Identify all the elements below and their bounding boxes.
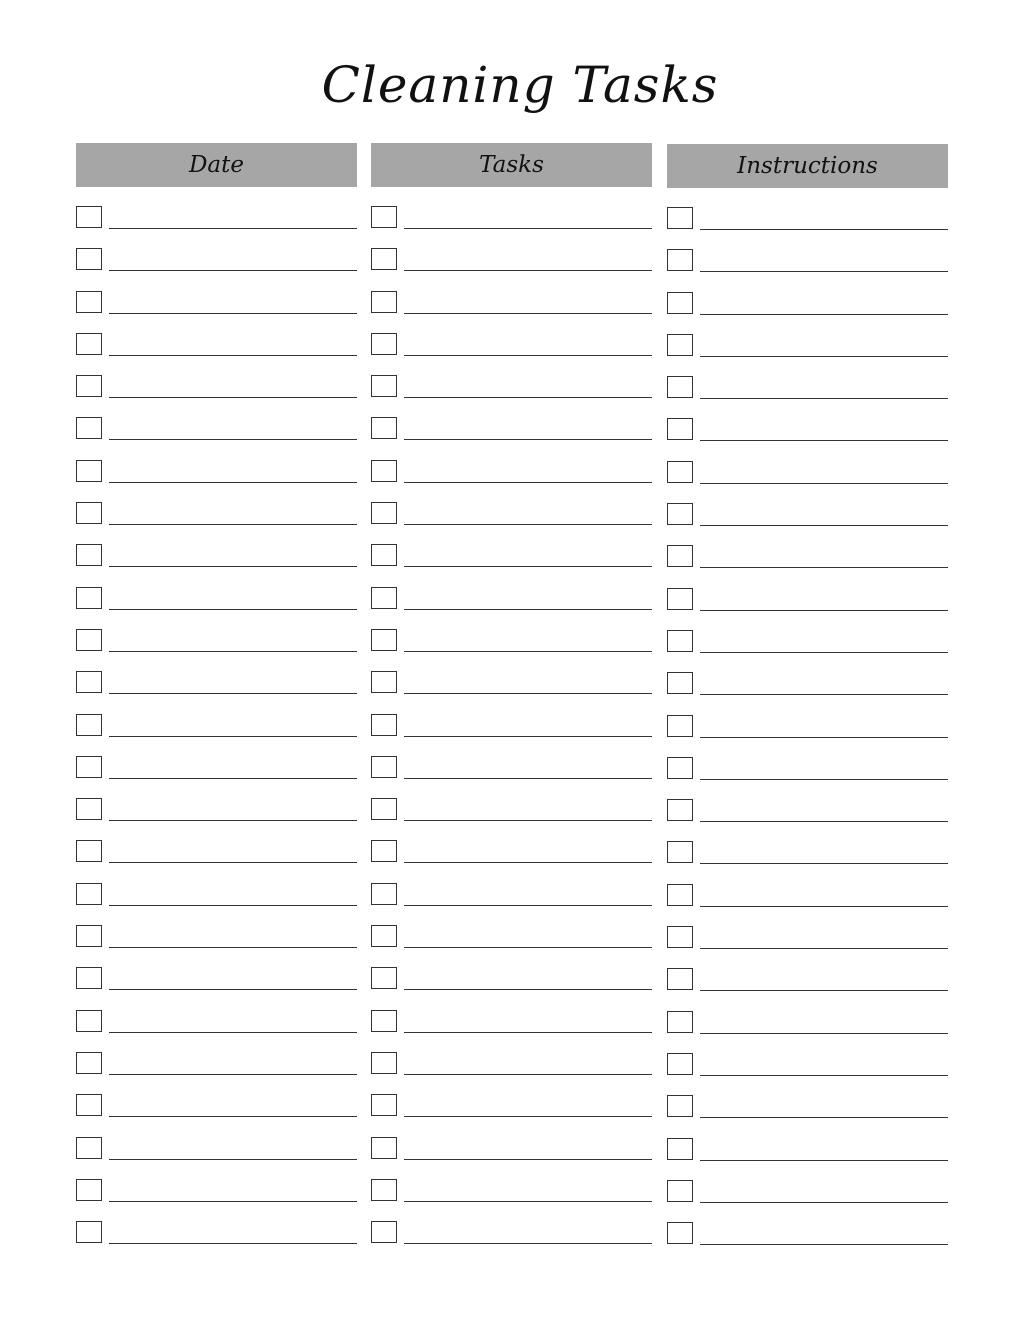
- write-in-line[interactable]: [700, 1160, 948, 1161]
- checkbox[interactable]: [371, 798, 397, 820]
- list-item: [667, 207, 948, 249]
- write-in-line[interactable]: [700, 990, 948, 991]
- checkbox[interactable]: [371, 1094, 397, 1116]
- write-in-line[interactable]: [404, 228, 652, 229]
- checkbox[interactable]: [76, 840, 102, 862]
- list-item: [76, 1094, 357, 1136]
- checkbox[interactable]: [76, 671, 102, 693]
- column-header-date: Date: [76, 143, 357, 187]
- checkbox[interactable]: [371, 756, 397, 778]
- write-in-line[interactable]: [700, 948, 948, 949]
- write-in-line[interactable]: [404, 1201, 652, 1202]
- list-item: [667, 1222, 948, 1264]
- checkbox[interactable]: [76, 798, 102, 820]
- checkbox[interactable]: [371, 460, 397, 482]
- write-in-line[interactable]: [404, 1032, 652, 1033]
- write-in-line[interactable]: [109, 1159, 357, 1160]
- checkbox[interactable]: [76, 587, 102, 609]
- write-in-line[interactable]: [109, 862, 357, 863]
- list-item: [76, 756, 357, 798]
- write-in-line[interactable]: [404, 947, 652, 948]
- list-item: [667, 841, 948, 883]
- column-tasks: [371, 143, 652, 1263]
- list-item: [76, 291, 357, 333]
- write-in-line[interactable]: [109, 524, 357, 525]
- list-item: [76, 587, 357, 629]
- page-title: Cleaning Tasks: [321, 56, 719, 114]
- list-item: [371, 714, 652, 756]
- rows-tasks: [371, 206, 652, 1263]
- checkbox[interactable]: [667, 1138, 693, 1160]
- write-in-line[interactable]: [700, 1075, 948, 1076]
- write-in-line[interactable]: [109, 228, 357, 229]
- list-item: [76, 417, 357, 459]
- write-in-line[interactable]: [109, 905, 357, 906]
- list-item: [667, 630, 948, 672]
- list-item: [76, 925, 357, 967]
- checkbox[interactable]: [76, 925, 102, 947]
- write-in-line[interactable]: [700, 229, 948, 230]
- checkbox[interactable]: [667, 207, 693, 229]
- checkbox[interactable]: [76, 1094, 102, 1116]
- write-in-line[interactable]: [109, 651, 357, 652]
- checkbox[interactable]: [371, 1052, 397, 1074]
- write-in-line[interactable]: [404, 778, 652, 779]
- list-item: [371, 1010, 652, 1052]
- checkbox[interactable]: [371, 291, 397, 313]
- list-item: [371, 1052, 652, 1094]
- list-item: [371, 1179, 652, 1221]
- column-header-tasks: Tasks: [371, 143, 652, 187]
- column-instructions: [667, 144, 948, 1264]
- checkbox[interactable]: [371, 671, 397, 693]
- checkbox[interactable]: [371, 417, 397, 439]
- checkbox[interactable]: [76, 417, 102, 439]
- list-item: [371, 671, 652, 713]
- list-item: [371, 460, 652, 502]
- checkbox[interactable]: [76, 333, 102, 355]
- list-item: [76, 1137, 357, 1179]
- write-in-line[interactable]: [700, 1033, 948, 1034]
- write-in-line[interactable]: [404, 693, 652, 694]
- checkbox[interactable]: [667, 672, 693, 694]
- write-in-line[interactable]: [109, 989, 357, 990]
- write-in-line[interactable]: [109, 947, 357, 948]
- checkbox[interactable]: [371, 1179, 397, 1201]
- list-item: [371, 756, 652, 798]
- checkbox[interactable]: [371, 248, 397, 270]
- checkbox[interactable]: [667, 461, 693, 483]
- checkbox[interactable]: [76, 460, 102, 482]
- write-in-line[interactable]: [700, 1244, 948, 1245]
- list-item: [76, 1010, 357, 1052]
- checkbox[interactable]: [667, 1011, 693, 1033]
- write-in-line[interactable]: [404, 736, 652, 737]
- checkbox[interactable]: [76, 1010, 102, 1032]
- list-item: [76, 502, 357, 544]
- checkbox[interactable]: [76, 1221, 102, 1243]
- checkbox[interactable]: [371, 544, 397, 566]
- checkbox[interactable]: [371, 883, 397, 905]
- write-in-line[interactable]: [700, 440, 948, 441]
- write-in-line[interactable]: [700, 610, 948, 611]
- list-item: [371, 333, 652, 375]
- list-item: [371, 417, 652, 459]
- checkbox[interactable]: [371, 1221, 397, 1243]
- list-item: [371, 502, 652, 544]
- checkbox[interactable]: [371, 967, 397, 989]
- list-item: [371, 248, 652, 290]
- list-item: [76, 206, 357, 248]
- checkbox[interactable]: [667, 926, 693, 948]
- write-in-line[interactable]: [109, 820, 357, 821]
- write-in-line[interactable]: [700, 906, 948, 907]
- list-item: [371, 798, 652, 840]
- list-item: [76, 460, 357, 502]
- checkbox[interactable]: [76, 1137, 102, 1159]
- list-item: [667, 588, 948, 630]
- list-item: [667, 1180, 948, 1222]
- write-in-line[interactable]: [700, 567, 948, 568]
- checkbox[interactable]: [76, 1052, 102, 1074]
- list-item: [667, 799, 948, 841]
- checkbox[interactable]: [371, 840, 397, 862]
- checkbox[interactable]: [76, 883, 102, 905]
- column-date: [76, 143, 357, 1263]
- write-in-line[interactable]: [700, 525, 948, 526]
- write-in-line[interactable]: [109, 609, 357, 610]
- checkbox[interactable]: [667, 1053, 693, 1075]
- checkbox[interactable]: [371, 333, 397, 355]
- list-item: [76, 1179, 357, 1221]
- write-in-line[interactable]: [404, 1243, 652, 1244]
- list-item: [667, 334, 948, 376]
- list-item: [371, 291, 652, 333]
- checkbox[interactable]: [76, 502, 102, 524]
- write-in-line[interactable]: [109, 736, 357, 737]
- list-item: [371, 206, 652, 248]
- list-item: [667, 715, 948, 757]
- list-item: [76, 333, 357, 375]
- list-item: [76, 967, 357, 1009]
- checkbox[interactable]: [667, 757, 693, 779]
- checkbox[interactable]: [667, 1180, 693, 1202]
- list-item: [76, 883, 357, 925]
- write-in-line[interactable]: [109, 778, 357, 779]
- checkbox[interactable]: [371, 1137, 397, 1159]
- checkbox[interactable]: [76, 206, 102, 228]
- write-in-line[interactable]: [109, 1201, 357, 1202]
- list-item: [667, 376, 948, 418]
- write-in-line[interactable]: [404, 397, 652, 398]
- write-in-line[interactable]: [404, 270, 652, 271]
- checkbox[interactable]: [371, 925, 397, 947]
- column-header-instructions: Instructions: [667, 144, 948, 188]
- checkbox[interactable]: [371, 375, 397, 397]
- write-in-line[interactable]: [404, 313, 652, 314]
- list-item: [371, 1137, 652, 1179]
- checkbox[interactable]: [371, 714, 397, 736]
- list-item: [667, 1138, 948, 1180]
- checkbox[interactable]: [667, 418, 693, 440]
- checkbox[interactable]: [667, 503, 693, 525]
- write-in-line[interactable]: [404, 355, 652, 356]
- write-in-line[interactable]: [700, 737, 948, 738]
- rows-date: [76, 206, 357, 1263]
- checkbox[interactable]: [76, 756, 102, 778]
- write-in-line[interactable]: [700, 1202, 948, 1203]
- checkbox[interactable]: [667, 630, 693, 652]
- list-item: [76, 714, 357, 756]
- write-in-line[interactable]: [700, 483, 948, 484]
- write-in-line[interactable]: [700, 271, 948, 272]
- list-item: [667, 1011, 948, 1053]
- checkbox[interactable]: [371, 206, 397, 228]
- list-item: [76, 375, 357, 417]
- list-item: [76, 544, 357, 586]
- list-item: [371, 375, 652, 417]
- checkbox[interactable]: [76, 714, 102, 736]
- checkbox[interactable]: [371, 587, 397, 609]
- checkbox[interactable]: [667, 249, 693, 271]
- write-in-line[interactable]: [700, 356, 948, 357]
- write-in-line[interactable]: [109, 482, 357, 483]
- write-in-line[interactable]: [700, 1117, 948, 1118]
- write-in-line[interactable]: [404, 820, 652, 821]
- list-item: [667, 1095, 948, 1137]
- write-in-line[interactable]: [404, 524, 652, 525]
- checkbox[interactable]: [371, 502, 397, 524]
- checkbox[interactable]: [667, 884, 693, 906]
- list-item: [667, 503, 948, 545]
- write-in-line[interactable]: [109, 566, 357, 567]
- write-in-line[interactable]: [109, 397, 357, 398]
- list-item: [76, 671, 357, 713]
- checkbox[interactable]: [667, 588, 693, 610]
- write-in-line[interactable]: [404, 862, 652, 863]
- list-item: [371, 544, 652, 586]
- write-in-line[interactable]: [109, 693, 357, 694]
- write-in-line[interactable]: [109, 355, 357, 356]
- checkbox[interactable]: [667, 968, 693, 990]
- list-item: [667, 926, 948, 968]
- checkbox[interactable]: [667, 715, 693, 737]
- write-in-line[interactable]: [109, 439, 357, 440]
- write-in-line[interactable]: [700, 779, 948, 780]
- list-item: [76, 798, 357, 840]
- write-in-line[interactable]: [404, 989, 652, 990]
- checkbox[interactable]: [76, 967, 102, 989]
- write-in-line[interactable]: [109, 1032, 357, 1033]
- list-item: [667, 461, 948, 503]
- list-item: [371, 840, 652, 882]
- checkbox[interactable]: [667, 376, 693, 398]
- checkbox[interactable]: [371, 1010, 397, 1032]
- write-in-line[interactable]: [700, 398, 948, 399]
- list-item: [667, 292, 948, 334]
- checkbox[interactable]: [667, 1222, 693, 1244]
- checkbox[interactable]: [76, 1179, 102, 1201]
- checkbox[interactable]: [76, 291, 102, 313]
- write-in-line[interactable]: [109, 1074, 357, 1075]
- list-item: [667, 545, 948, 587]
- write-in-line[interactable]: [404, 439, 652, 440]
- list-item: [667, 1053, 948, 1095]
- write-in-line[interactable]: [404, 1159, 652, 1160]
- write-in-line[interactable]: [109, 270, 357, 271]
- list-item: [76, 248, 357, 290]
- checkbox[interactable]: [667, 545, 693, 567]
- list-item: [371, 1221, 652, 1263]
- write-in-line[interactable]: [700, 652, 948, 653]
- write-in-line[interactable]: [404, 1074, 652, 1075]
- write-in-line[interactable]: [700, 821, 948, 822]
- checkbox[interactable]: [76, 629, 102, 651]
- list-item: [371, 629, 652, 671]
- list-item: [667, 884, 948, 926]
- list-item: [371, 587, 652, 629]
- rows-instructions: [667, 207, 948, 1264]
- checkbox[interactable]: [371, 629, 397, 651]
- write-in-line[interactable]: [109, 313, 357, 314]
- checkbox[interactable]: [667, 1095, 693, 1117]
- checkbox[interactable]: [76, 375, 102, 397]
- write-in-line[interactable]: [700, 694, 948, 695]
- write-in-line[interactable]: [700, 314, 948, 315]
- list-item: [667, 672, 948, 714]
- write-in-line[interactable]: [109, 1116, 357, 1117]
- list-item: [371, 925, 652, 967]
- list-item: [371, 883, 652, 925]
- checkbox[interactable]: [667, 841, 693, 863]
- list-item: [667, 249, 948, 291]
- list-item: [667, 968, 948, 1010]
- write-in-line[interactable]: [700, 863, 948, 864]
- write-in-line[interactable]: [404, 482, 652, 483]
- list-item: [371, 1094, 652, 1136]
- list-item: [667, 418, 948, 460]
- checkbox[interactable]: [76, 248, 102, 270]
- write-in-line[interactable]: [404, 1116, 652, 1117]
- list-item: [76, 840, 357, 882]
- write-in-line[interactable]: [404, 651, 652, 652]
- write-in-line[interactable]: [109, 1243, 357, 1244]
- list-item: [667, 757, 948, 799]
- checkbox[interactable]: [76, 544, 102, 566]
- write-in-line[interactable]: [404, 905, 652, 906]
- write-in-line[interactable]: [404, 609, 652, 610]
- list-item: [76, 1221, 357, 1263]
- write-in-line[interactable]: [404, 566, 652, 567]
- checkbox[interactable]: [667, 799, 693, 821]
- list-item: [371, 967, 652, 1009]
- list-item: [76, 1052, 357, 1094]
- checkbox[interactable]: [667, 292, 693, 314]
- checkbox[interactable]: [667, 334, 693, 356]
- list-item: [76, 629, 357, 671]
